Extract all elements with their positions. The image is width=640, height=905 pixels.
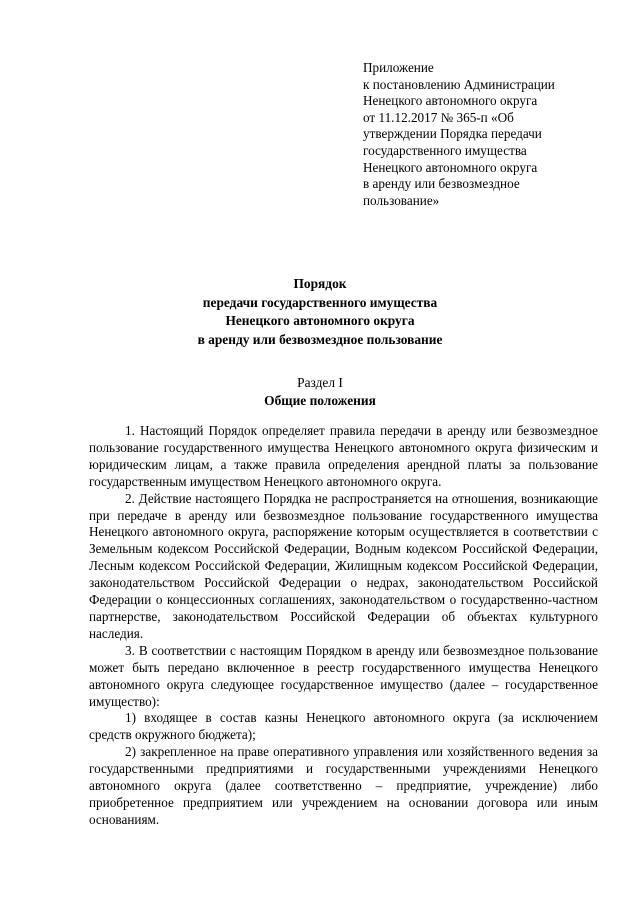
- section-name: Общие положения: [264, 392, 376, 408]
- title-line: Ненецкого автономного округа: [225, 313, 415, 328]
- appendix-line: Ненецкого автономного округа: [363, 93, 538, 109]
- appendix-line: Ненецкого автономного округа: [363, 159, 538, 175]
- paragraph: 3. В соответствии с настоящим Порядком в аренду или безвозмездное пользование может быть передано включенное в реестр государственного имущества Ненецкого автономного округа следующее государственное имущество (далее – государственное имущество):: [89, 642, 598, 709]
- appendix-line: пользование»: [363, 192, 440, 208]
- paragraph: 2. Действие настоящего Порядка не распространяется на отношения, возникающие при передаче в аренду или безвозмездное пользование государственного имущества Ненецкого автономного округа, распоряжение которым осуществляется в соответствии с Земельным кодексом Российской Федерации, Водным кодексом Российской Федерации, Лесным кодексом Российской Федерации, Жилищным кодексом Российской Федерации, законодательством Российской Федерации о недрах, законодательством Российской Федерации о концессионных соглашениях, законодательством о государственно-частном партнерстве, законодательством Российской Федерации об объектах культурного наследия.: [89, 490, 598, 641]
- paragraph: 2) закрепленное на праве оперативного управления или хозяйственного ведения за государственными предприятиями и государственными учреждениями Ненецкого автономного округа (далее соответственно – предприятие, учреждение) либо приобретенное предприятием или учреждением на основании договора или иным основаниям.: [89, 744, 598, 827]
- appendix-header: [363, 60, 603, 209]
- section-heading: [0, 374, 640, 409]
- document-body: [89, 423, 598, 829]
- document-title: [0, 275, 640, 349]
- appendix-line: Приложение: [363, 60, 434, 75]
- appendix-line: государственного имущества: [363, 142, 527, 158]
- appendix-line: утверждении Порядка передачи: [363, 126, 542, 142]
- appendix-line: от 11.12.2017 № 365-п «Об: [363, 109, 514, 125]
- title-line: в аренду или безвозмездное пользование: [197, 331, 443, 347]
- appendix-line: к постановлению Администрации: [363, 76, 555, 92]
- paragraph: 1) входящее в состав казны Ненецкого автономного округа (за исключением средств окружного бюджета);: [89, 710, 598, 743]
- appendix-line: в аренду или безвозмездное: [363, 176, 520, 192]
- title-line: Порядок: [293, 276, 347, 291]
- section-number: Раздел I: [297, 375, 343, 390]
- title-line: передачи государственного имущества: [202, 294, 438, 310]
- paragraph: 1. Настоящий Порядок определяет правила передачи в аренду или безвозмездное пользование государственного имущества Ненецкого автономного округа физическим и юридическим лицам, а также правила определения арендной платы за пользование государственным имуществом Ненецкого автономного округа.: [89, 423, 598, 489]
